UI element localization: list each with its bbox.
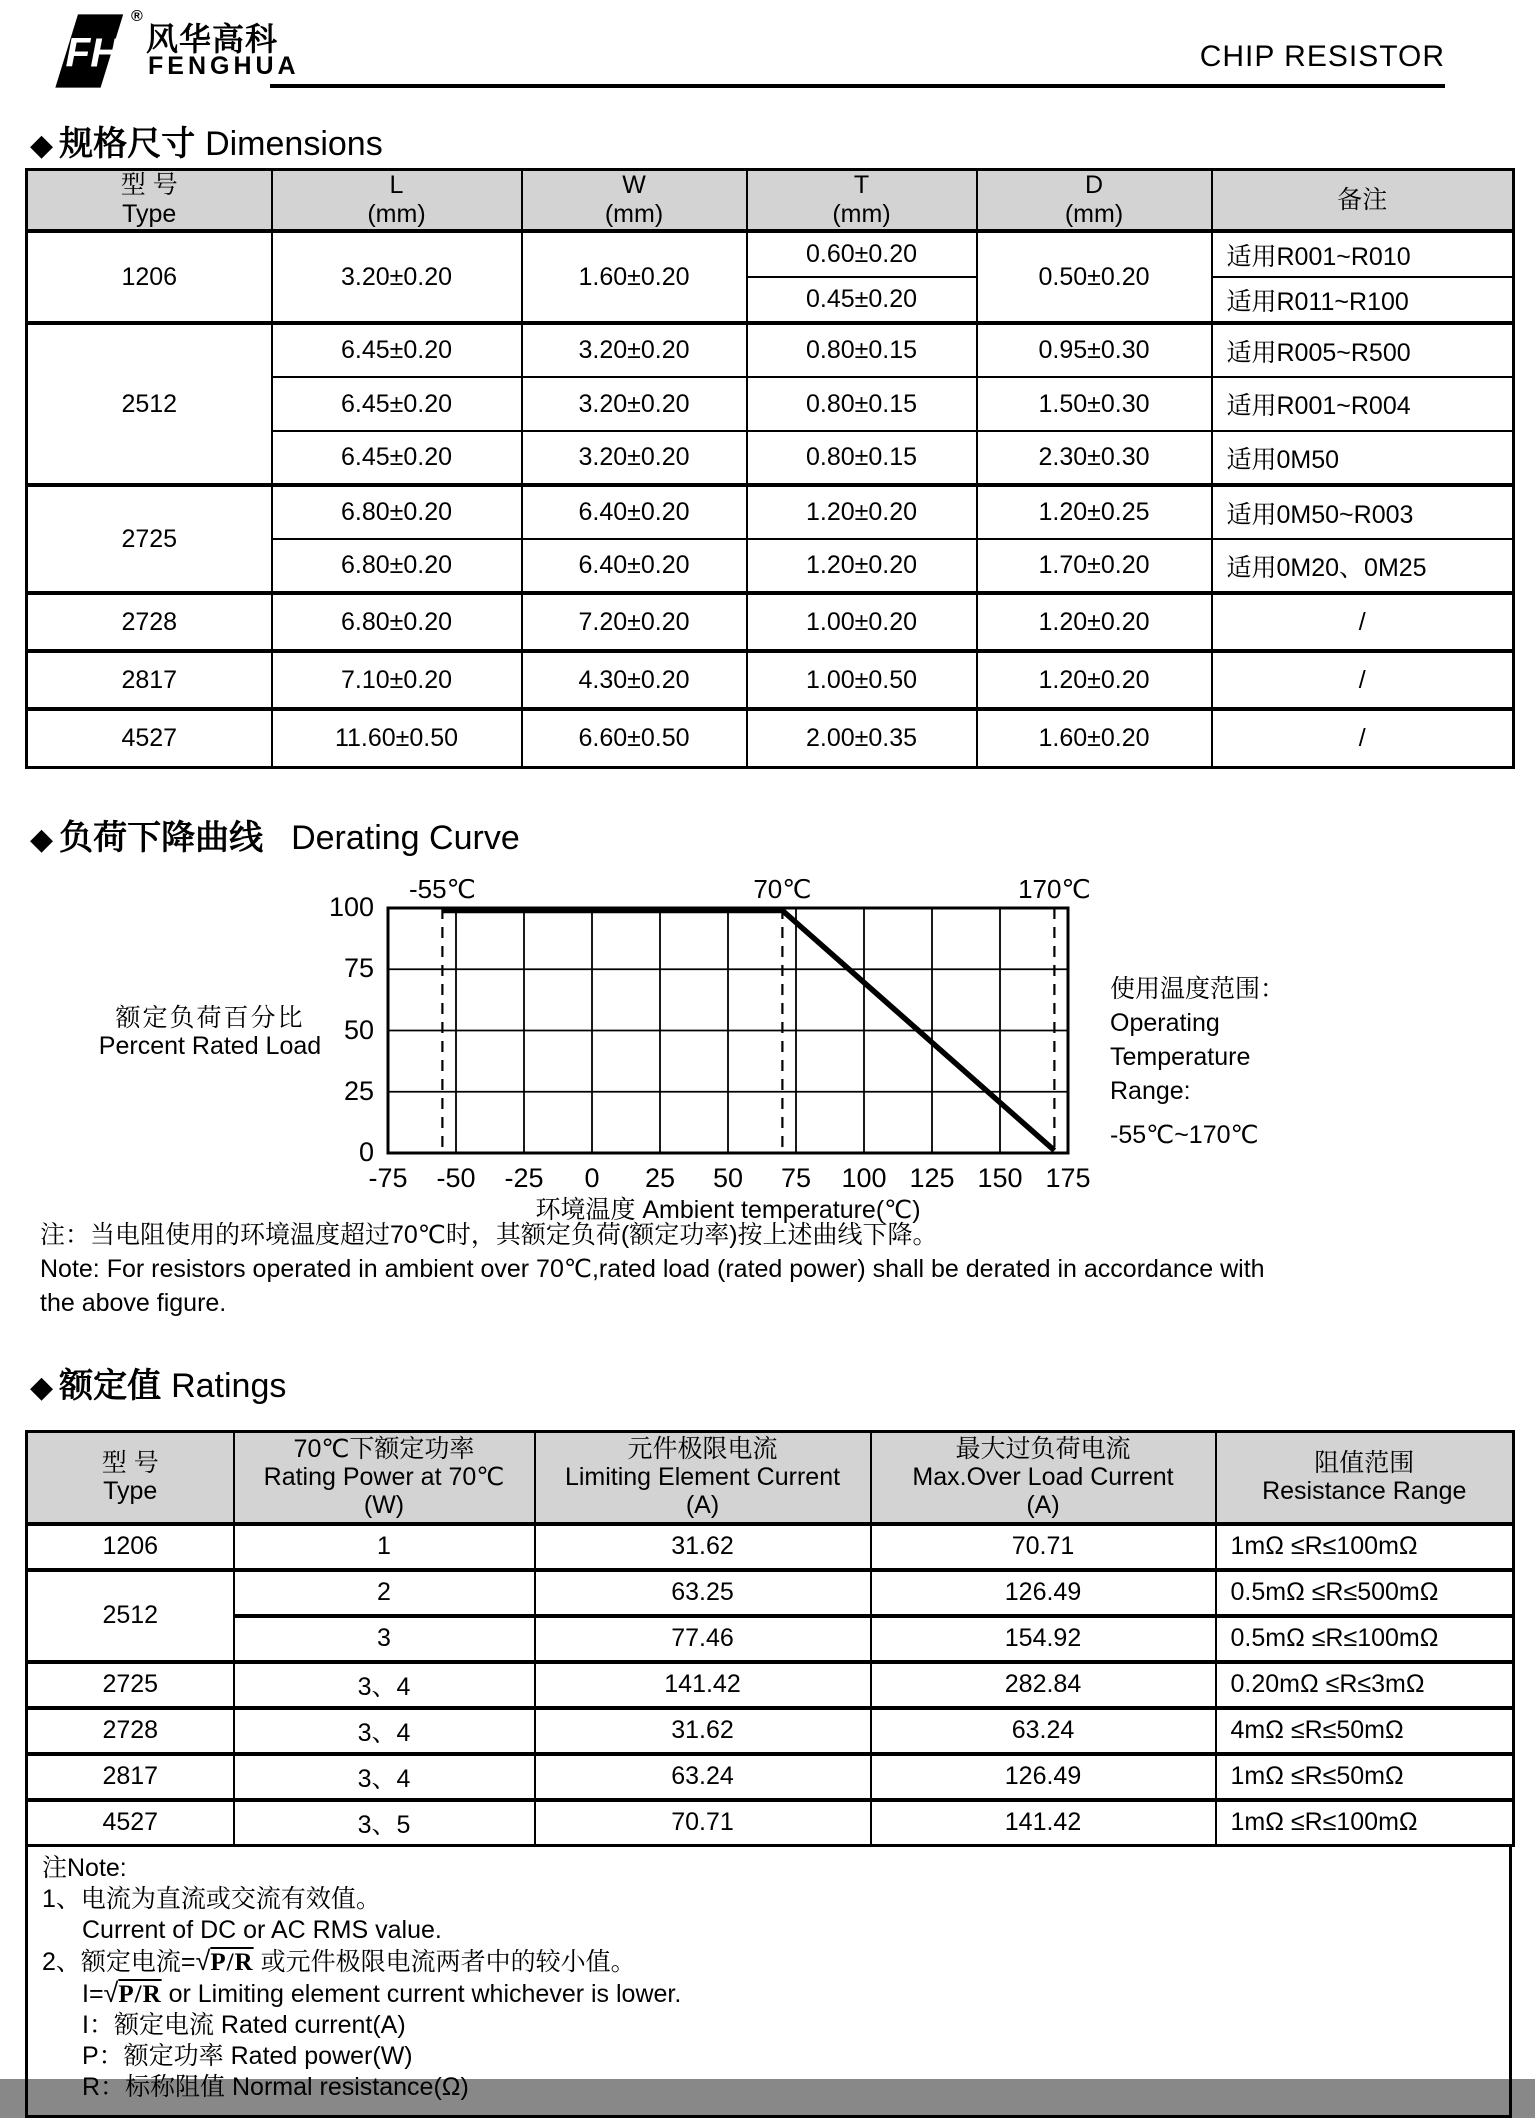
cell-d: 0.50±0.20 [977, 231, 1212, 323]
x-tick-label: 0 [584, 1163, 600, 1193]
x-tick-label: 175 [1045, 1163, 1091, 1193]
derating-curve-plot [385, 905, 1071, 1156]
cell-type: 2728 [27, 593, 272, 651]
column-header-resistance-range: 阻值范围 Resistance Range [1216, 1432, 1514, 1524]
note-item-1-en: Current of DC or AC RMS value. [82, 1916, 442, 1944]
cell-power: 3、5 [234, 1800, 535, 1846]
cell-remark: 适用0M50 [1212, 431, 1514, 485]
cell-w: 4.30±0.20 [522, 651, 747, 709]
cell-resistance-range: 0.5mΩ ≤R≤100mΩ [1216, 1616, 1514, 1662]
chart-y-axis-title-cn: 额定负荷百分比 [115, 1004, 305, 1032]
cell-remark: 适用R005~R500 [1212, 323, 1514, 377]
table-row [27, 323, 1514, 377]
section-heading-derating: ◆ 负荷下降曲线 Derating Curve [30, 819, 520, 857]
cell-power: 3、4 [234, 1708, 535, 1754]
cell-limiting-current: 77.46 [535, 1616, 871, 1662]
column-header-l: L (mm) [272, 170, 522, 232]
table-row [27, 1708, 1514, 1754]
cell-d: 2.30±0.30 [977, 431, 1212, 485]
cell-l: 11.60±0.50 [272, 709, 522, 767]
note-def-p: P：额定功率 Rated power(W) [82, 2042, 413, 2070]
cell-resistance-range: 1mΩ ≤R≤100mΩ [1216, 1800, 1514, 1846]
cell-t: 0.80±0.15 [747, 377, 977, 431]
cell-l: 6.80±0.20 [272, 593, 522, 651]
cell-overload-current: 282.84 [871, 1662, 1216, 1708]
cell-remark: 适用R001~R010 [1212, 231, 1514, 277]
x-tick-label: 100 [841, 1163, 887, 1193]
note-line-cn: 注：当电阻使用的环境温度超过70℃时，其额定负荷(额定功率)按上述曲线下降。 [40, 1221, 938, 1249]
cell-type: 2725 [27, 485, 272, 593]
cell-d: 1.20±0.20 [977, 593, 1212, 651]
cell-remark: / [1212, 593, 1514, 651]
ratings-table [25, 1430, 1515, 1847]
cell-type: 2817 [27, 1754, 234, 1800]
column-header-type: 型 号 Type [27, 1432, 234, 1524]
cell-w: 3.20±0.20 [522, 323, 747, 377]
table-row [27, 709, 1514, 767]
cell-t: 0.45±0.20 [747, 277, 977, 323]
cell-t: 2.00±0.35 [747, 709, 977, 767]
cell-overload-current: 63.24 [871, 1708, 1216, 1754]
temperature-marker-label: 70℃ [753, 874, 812, 904]
formula-radicand: P/R [118, 1981, 162, 2008]
brand-name-en: FENGHUA [148, 52, 300, 80]
cell-w: 7.20±0.20 [522, 593, 747, 651]
cell-remark: 适用0M20、0M25 [1212, 539, 1514, 593]
cell-type: 1206 [27, 231, 272, 323]
cell-power: 3 [234, 1616, 535, 1662]
side-note-line: Range: [1110, 1077, 1191, 1105]
note-item-2-en: I=√P/R or Limiting element current whichever is lower. [82, 1978, 682, 2008]
cell-w: 6.40±0.20 [522, 485, 747, 539]
cell-limiting-current: 31.62 [535, 1524, 871, 1570]
cell-type: 2512 [27, 1570, 234, 1662]
cell-t: 1.20±0.20 [747, 485, 977, 539]
cell-l: 6.45±0.20 [272, 323, 522, 377]
table-row [27, 1754, 1514, 1800]
diamond-bullet-icon: ◆ [30, 823, 54, 856]
cell-l: 6.45±0.20 [272, 431, 522, 485]
table-row [27, 1616, 1514, 1662]
y-tick-label: 0 [358, 1137, 374, 1167]
x-tick-label: -75 [368, 1163, 408, 1193]
cell-resistance-range: 0.5mΩ ≤R≤500mΩ [1216, 1570, 1514, 1616]
x-tick-label: 125 [909, 1163, 955, 1193]
table-row [27, 1662, 1514, 1708]
cell-d: 1.70±0.20 [977, 539, 1212, 593]
side-note-line: Operating [1110, 1009, 1220, 1037]
cell-l: 6.80±0.20 [272, 485, 522, 539]
cell-d: 1.50±0.30 [977, 377, 1212, 431]
cell-d: 1.20±0.25 [977, 485, 1212, 539]
cell-type: 2817 [27, 651, 272, 709]
cell-resistance-range: 0.20mΩ ≤R≤3mΩ [1216, 1662, 1514, 1708]
cell-d: 1.20±0.20 [977, 651, 1212, 709]
x-tick-label: -50 [436, 1163, 476, 1193]
cell-type: 1206 [27, 1524, 234, 1570]
ratings-block [25, 1430, 1512, 2118]
column-header-w: W (mm) [522, 170, 747, 232]
cell-d: 0.95±0.30 [977, 323, 1212, 377]
note-line-en2: the above figure. [40, 1289, 227, 1317]
y-tick-label: 25 [343, 1075, 374, 1106]
note-item-1-cn: 1、电流为直流或交流有效值。 [42, 1885, 381, 1913]
derating-note-paragraph [40, 1218, 1265, 1320]
cell-type: 4527 [27, 1800, 234, 1846]
cell-type: 2728 [27, 1708, 234, 1754]
side-note-line: 使用温度范围： [1110, 975, 1286, 1003]
note-item-2-cn: 2、额定电流=√P/R 或元件极限电流两者中的较小值。 [42, 1946, 636, 1976]
cell-resistance-range: 1mΩ ≤R≤50mΩ [1216, 1754, 1514, 1800]
cell-power: 1 [234, 1524, 535, 1570]
ratings-note-box [25, 1847, 1512, 2118]
cell-remark: / [1212, 651, 1514, 709]
cell-t: 0.80±0.15 [747, 431, 977, 485]
cell-remark: 适用0M50~R003 [1212, 485, 1514, 539]
cell-w: 1.60±0.20 [522, 231, 747, 323]
cell-t: 1.20±0.20 [747, 539, 977, 593]
cell-limiting-current: 63.24 [535, 1754, 871, 1800]
sqrt-symbol: √ [195, 1946, 211, 1976]
cell-t: 1.00±0.20 [747, 593, 977, 651]
cell-remark: / [1212, 709, 1514, 767]
table-row [27, 1524, 1514, 1570]
cell-power: 3、4 [234, 1754, 535, 1800]
brand-name-cn: 风华高科 [146, 21, 279, 57]
cell-l: 3.20±0.20 [272, 231, 522, 323]
header-divider [270, 84, 1445, 88]
cell-type: 4527 [27, 709, 272, 767]
operating-temperature-range-note [1110, 972, 1285, 1152]
cell-resistance-range: 4mΩ ≤R≤50mΩ [1216, 1708, 1514, 1754]
y-tick-label: 100 [328, 892, 374, 922]
column-header-type: 型 号 Type [27, 170, 272, 232]
cell-overload-current: 141.42 [871, 1800, 1216, 1846]
cell-remark: 适用R001~R004 [1212, 377, 1514, 431]
cell-limiting-current: 31.62 [535, 1708, 871, 1754]
operating-temperature-range-value: -55℃~170℃ [1110, 1121, 1259, 1149]
table-row [27, 1570, 1514, 1616]
x-tick-label: -25 [504, 1163, 544, 1193]
y-tick-label: 75 [343, 953, 374, 984]
cell-t: 0.80±0.15 [747, 323, 977, 377]
formula-radicand: P/R [210, 1949, 254, 1976]
cell-overload-current: 126.49 [871, 1754, 1216, 1800]
section-heading-dimensions: ◆ 规格尺寸 Dimensions [30, 125, 383, 163]
cell-w: 3.20±0.20 [522, 431, 747, 485]
document-title: CHIP RESISTOR [1199, 40, 1445, 73]
column-header-overload-current: 最大过负荷电流 Max.Over Load Current (A) [871, 1432, 1216, 1524]
cell-power: 3、4 [234, 1662, 535, 1708]
cell-type: 2725 [27, 1662, 234, 1708]
cell-w: 3.20±0.20 [522, 377, 747, 431]
diamond-bullet-icon: ◆ [30, 129, 54, 162]
cell-power: 2 [234, 1570, 535, 1616]
note-line-en: Note: For resistors operated in ambient over 70℃,rated load (rated power) shall be derated in accordance with [40, 1255, 1265, 1283]
cell-w: 6.60±0.50 [522, 709, 747, 767]
registered-trademark-mark: ® [131, 8, 143, 25]
section-heading-ratings: ◆ 额定值 Ratings [30, 1367, 287, 1405]
chart-y-axis-title-en: Percent Rated Load [98, 1032, 322, 1060]
logo-letters: FH [65, 29, 120, 76]
column-header-d: D (mm) [977, 170, 1212, 232]
column-header-t: T (mm) [747, 170, 977, 232]
column-header-limiting-current: 元件极限电流 Limiting Element Current (A) [535, 1432, 871, 1524]
temperature-marker-label: -55℃ [409, 874, 476, 904]
table-header-row [27, 170, 1514, 232]
cell-overload-current: 154.92 [871, 1616, 1216, 1662]
side-note-line: Temperature [1110, 1043, 1251, 1071]
table-row [27, 485, 1514, 539]
table-row [27, 651, 1514, 709]
temperature-marker-label: 170℃ [1018, 874, 1091, 904]
cell-overload-current: 126.49 [871, 1570, 1216, 1616]
cell-l: 6.80±0.20 [272, 539, 522, 593]
column-header-power: 70℃下额定功率 Rating Power at 70℃ (W) [234, 1432, 535, 1524]
cell-l: 6.45±0.20 [272, 377, 522, 431]
chart-x-axis-title: 环境温度 Ambient temperature(℃) [535, 1196, 921, 1224]
note-def-r: R：标称阻值 Normal resistance(Ω) [82, 2073, 469, 2101]
cell-t: 0.60±0.20 [747, 231, 977, 277]
fenghua-logo-mark [53, 12, 131, 90]
cell-t: 1.00±0.50 [747, 651, 977, 709]
column-header-remark: 备注 [1212, 170, 1514, 232]
cell-limiting-current: 70.71 [535, 1800, 871, 1846]
cell-l: 7.10±0.20 [272, 651, 522, 709]
x-tick-label: 75 [780, 1163, 812, 1193]
cell-remark: 适用R011~R100 [1212, 277, 1514, 323]
x-tick-label: 25 [644, 1163, 676, 1193]
cell-overload-current: 70.71 [871, 1524, 1216, 1570]
x-tick-label: 50 [712, 1163, 744, 1193]
cell-limiting-current: 63.25 [535, 1570, 871, 1616]
table-row [27, 1800, 1514, 1846]
x-tick-label: 150 [977, 1163, 1023, 1193]
cell-d: 1.60±0.20 [977, 709, 1212, 767]
table-row [27, 231, 1514, 277]
note-title: 注Note: [42, 1854, 127, 1882]
sqrt-symbol: √ [103, 1978, 119, 2008]
table-header-row [27, 1432, 1514, 1524]
cell-limiting-current: 141.42 [535, 1662, 871, 1708]
note-def-i: I：额定电流 Rated current(A) [82, 2011, 406, 2039]
cell-w: 6.40±0.20 [522, 539, 747, 593]
table-row [27, 593, 1514, 651]
diamond-bullet-icon: ◆ [30, 1371, 54, 1404]
cell-type: 2512 [27, 323, 272, 485]
dimensions-table [25, 168, 1515, 769]
y-tick-label: 50 [343, 1014, 374, 1045]
cell-resistance-range: 1mΩ ≤R≤100mΩ [1216, 1524, 1514, 1570]
